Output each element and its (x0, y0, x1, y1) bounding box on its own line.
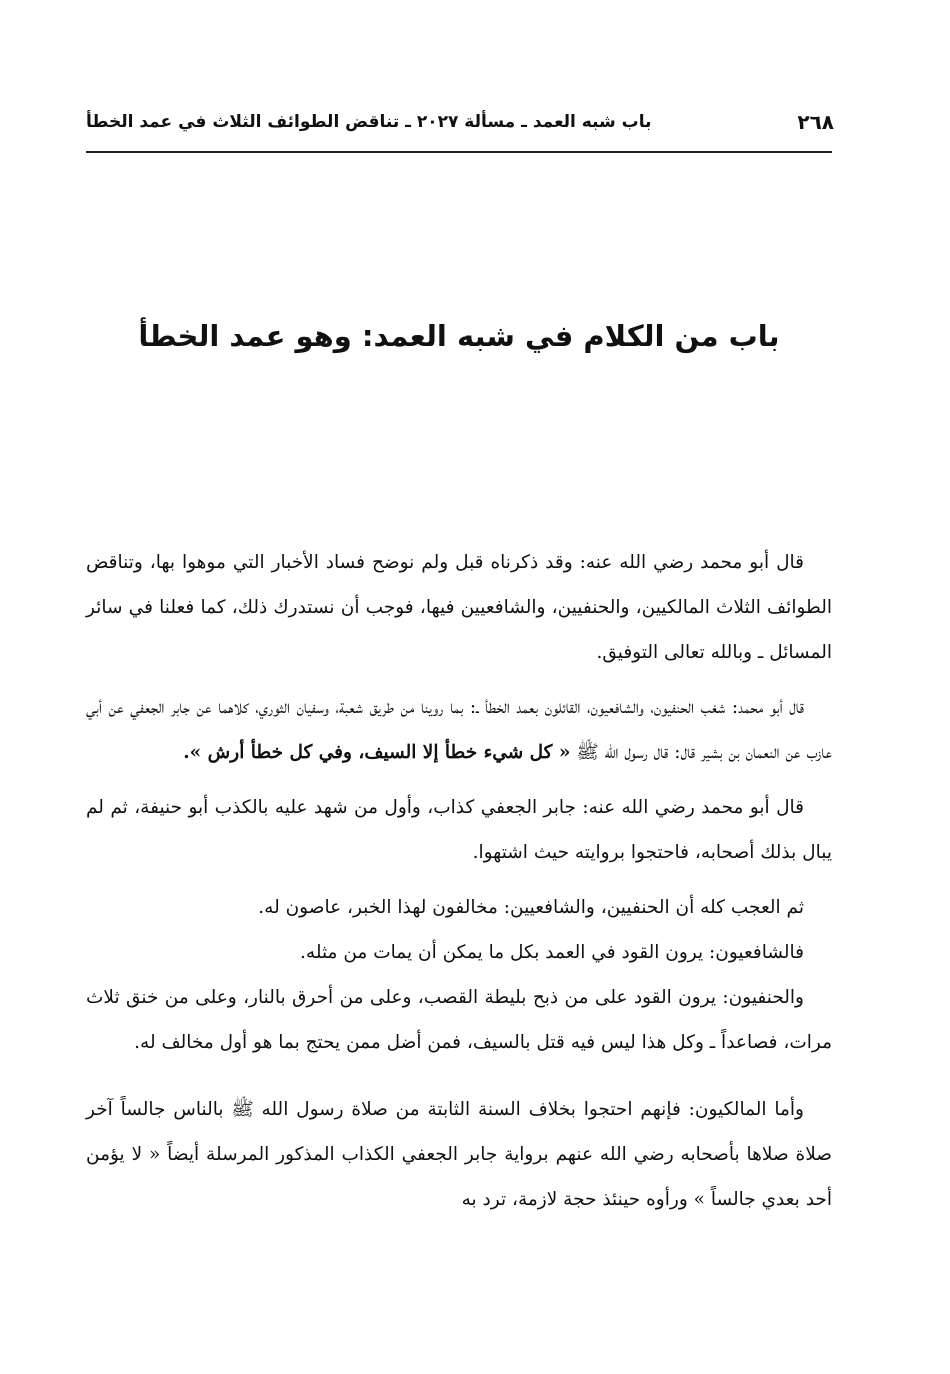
running-header (86, 104, 834, 140)
paragraph-2-lead: قال أبو محمد: شغب الحنفيون، والشافعيون، القائلون بعمد الخطأ ـ: بما روينا من طريق شعبة، وسفيان الثوري، كلاهما عن جابر الجعفي عن أبي عازب عن النعمان بن بشير قال: قال رسول الله ﷺ (86, 697, 832, 763)
paragraph-1: قال أبو محمد رضي الله عنه: وقد ذكرناه قبل ولم نوضح فساد الأخبار التي موهوا بها، وتناقض الطوائف الثلاث المالكيين، والحنفيين، والشافعيين فيها، فوجب أن نستدرك ذلك، كما فعلنا في سائر المسائل ـ وبالله تعالى التوفيق. (86, 552, 832, 663)
paragraph-7: وأما المالكيون: فإنهم احتجوا بخلاف السنة الثابتة من صلاة رسول الله ﷺ بالناس جالساً آخر صلاة صلاها بأصحابه رضي الله عنهم برواية جابر الجعفي الكذاب المذكور المرسلة أيضاً « لا يؤمن أحد بعدي جالساً » ورأوه حينئذ حجة لازمة، ترد به (86, 1099, 832, 1210)
page-number: ٢٦٨ (797, 110, 834, 134)
paragraph-6: والحنفيون: يرون القود على من ذبح بليطة القصب، وعلى من أحرق بالنار، وعلى من خنق ثلاث مرات، فصاعداً ـ وكل هذا ليس فيه قتل بالسيف، فمن أضل ممن يحتج بما هو أول مخالف له. (86, 987, 832, 1053)
header-divider (86, 151, 832, 153)
body-text (86, 540, 832, 1232)
running-title: باب شبه العمد ـ مسألة ٢٠٢٧ ـ تناقض الطوائف الثلاث في عمد الخطأ (86, 112, 652, 132)
paragraph-4: ثم العجب كله أن الحنفيين، والشافعيين: مخالفون لهذا الخبر، عاصون له. (258, 897, 804, 918)
paragraph-2 (86, 685, 832, 775)
hadith-quote: « كل شيء خطأ إلا السيف، وفي كل خطأ أرش ». (183, 742, 571, 763)
chapter-title: باب من الكلام في شبه العمد: وهو عمد الخطأ (138, 319, 780, 354)
paragraph-3: قال أبو محمد رضي الله عنه: جابر الجعفي كذاب، وأول من شهد عليه بالكذب أبو حنيفة، ثم لم يبال بذلك أصحابه، فاحتجوا بروايته حيث اشتهوا. (86, 797, 832, 863)
paragraph-5: فالشافعيون: يرون القود في العمد بكل ما يمكن أن يمات من مثله. (300, 942, 804, 963)
